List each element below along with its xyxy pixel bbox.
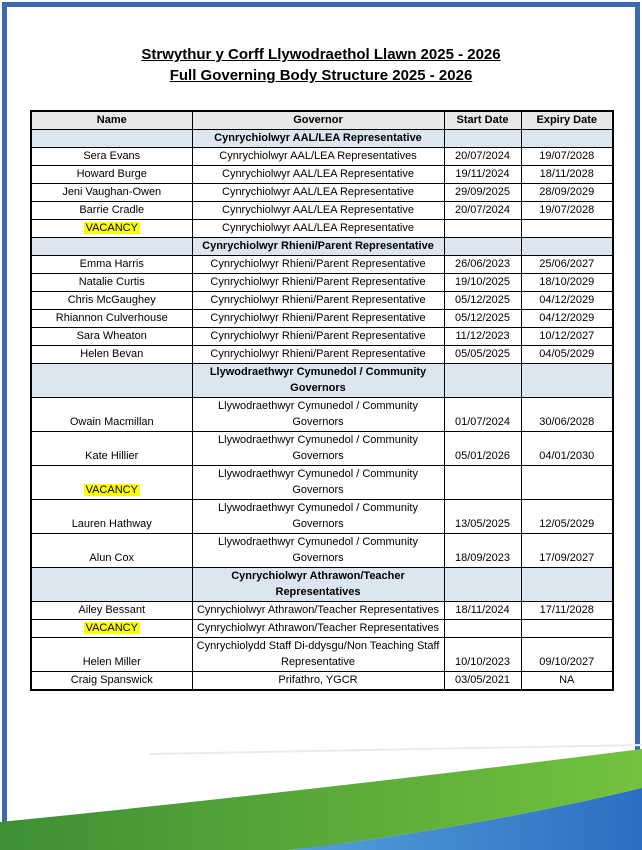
- start-date-cell: 01/07/2024: [444, 398, 521, 432]
- governor-cell: Cynrychiolwyr Rhieni/Parent Representative: [192, 256, 444, 274]
- member-row: [31, 432, 613, 466]
- start-date-cell: 20/07/2024: [444, 202, 521, 220]
- page-title: [0, 44, 642, 86]
- member-row: [31, 292, 613, 310]
- header-expiry-date: Expiry Date: [521, 111, 613, 130]
- start-date-cell: 18/09/2023: [444, 534, 521, 568]
- name-cell: Sera Evans: [31, 148, 192, 166]
- expiry-date-cell: 12/05/2029: [521, 500, 613, 534]
- expiry-date-cell: 19/07/2028: [521, 202, 613, 220]
- governor-cell: Cynrychiolydd Staff Di-ddysgu/Non Teaching Staff Representative: [192, 638, 444, 672]
- expiry-date-cell: 04/12/2029: [521, 292, 613, 310]
- governor-cell: Cynrychiolwyr AAL/LEA Representatives: [192, 148, 444, 166]
- expiry-date-cell: 09/10/2027: [521, 638, 613, 672]
- expiry-date-cell: [521, 130, 613, 148]
- governor-cell: Llywodraethwyr Cymunedol / Community Governors: [192, 398, 444, 432]
- expiry-date-cell: 30/06/2028: [521, 398, 613, 432]
- expiry-date-cell: 04/12/2029: [521, 310, 613, 328]
- name-cell: [31, 130, 192, 148]
- name-cell: Chris McGaughey: [31, 292, 192, 310]
- start-date-cell: 26/06/2023: [444, 256, 521, 274]
- name-cell: Sara Wheaton: [31, 328, 192, 346]
- name-cell: [31, 220, 192, 238]
- member-row: [31, 148, 613, 166]
- member-row: [31, 534, 613, 568]
- member-row: [31, 328, 613, 346]
- name-cell: [31, 620, 192, 638]
- start-date-cell: 11/12/2023: [444, 328, 521, 346]
- section-row: [31, 364, 613, 398]
- expiry-date-cell: 17/09/2027: [521, 534, 613, 568]
- member-row: [31, 602, 613, 620]
- governor-cell: Llywodraethwyr Cymunedol / Community Governors: [192, 500, 444, 534]
- start-date-cell: 20/07/2024: [444, 148, 521, 166]
- governor-cell: Llywodraethwyr Cymunedol / Community Governors: [192, 432, 444, 466]
- governor-cell: Cynrychiolwyr Rhieni/Parent Representative: [192, 310, 444, 328]
- governor-cell: Cynrychiolwyr Athrawon/Teacher Representatives: [192, 602, 444, 620]
- governor-cell: Cynrychiolwyr Athrawon/Teacher Representatives: [192, 568, 444, 602]
- governor-cell: Cynrychiolwyr Rhieni/Parent Representative: [192, 346, 444, 364]
- title-english: Full Governing Body Structure 2025 - 2026: [169, 67, 473, 84]
- expiry-date-cell: 10/12/2027: [521, 328, 613, 346]
- start-date-cell: 13/05/2025: [444, 500, 521, 534]
- member-row: [31, 256, 613, 274]
- member-row: [31, 466, 613, 500]
- header-governor: Governor: [192, 111, 444, 130]
- section-row: [31, 238, 613, 256]
- start-date-cell: 19/11/2024: [444, 166, 521, 184]
- section-row: [31, 568, 613, 602]
- governor-cell: Cynrychiolwyr Rhieni/Parent Representative: [192, 274, 444, 292]
- name-cell: Craig Spanswick: [31, 672, 192, 691]
- header-start-date: Start Date: [444, 111, 521, 130]
- name-cell: Jeni Vaughan-Owen: [31, 184, 192, 202]
- governor-cell: Cynrychiolwyr Rhieni/Parent Representative: [192, 292, 444, 310]
- governor-cell: Cynrychiolwyr AAL/LEA Representative: [192, 184, 444, 202]
- member-row: [31, 310, 613, 328]
- name-cell: [31, 238, 192, 256]
- section-row: [31, 130, 613, 148]
- header-name: Name: [31, 111, 192, 130]
- name-cell: Rhiannon Culverhouse: [31, 310, 192, 328]
- start-date-cell: 19/10/2025: [444, 274, 521, 292]
- member-row: [31, 184, 613, 202]
- expiry-date-cell: 04/05/2029: [521, 346, 613, 364]
- name-cell: Barrie Cradle: [31, 202, 192, 220]
- governor-cell: Llywodraethwyr Cymunedol / Community Governors: [192, 534, 444, 568]
- name-cell: Emma Harris: [31, 256, 192, 274]
- member-row: [31, 638, 613, 672]
- expiry-date-cell: 18/11/2028: [521, 166, 613, 184]
- expiry-date-cell: 18/10/2029: [521, 274, 613, 292]
- expiry-date-cell: [521, 568, 613, 602]
- table-body: [31, 130, 613, 691]
- name-cell: Ailey Bessant: [31, 602, 192, 620]
- governor-cell: Prifathro, YGCR: [192, 672, 444, 691]
- start-date-cell: [444, 620, 521, 638]
- member-row: [31, 202, 613, 220]
- title-welsh: Strwythur y Corff Llywodraethol Llawn 2025 - 2026: [141, 46, 501, 63]
- expiry-date-cell: [521, 238, 613, 256]
- start-date-cell: [444, 568, 521, 602]
- start-date-cell: 05/05/2025: [444, 346, 521, 364]
- name-cell: Kate Hillier: [31, 432, 192, 466]
- vacancy-highlight: VACANCY: [85, 484, 138, 496]
- governor-cell: Llywodraethwyr Cymunedol / Community Governors: [192, 364, 444, 398]
- name-cell: Natalie Curtis: [31, 274, 192, 292]
- name-cell: Alun Cox: [31, 534, 192, 568]
- expiry-date-cell: 04/01/2030: [521, 432, 613, 466]
- governor-cell: Llywodraethwyr Cymunedol / Community Governors: [192, 466, 444, 500]
- expiry-date-cell: 19/07/2028: [521, 148, 613, 166]
- governor-cell: Cynrychiolwyr Athrawon/Teacher Representatives: [192, 620, 444, 638]
- start-date-cell: 03/05/2021: [444, 672, 521, 691]
- member-row: [31, 220, 613, 238]
- footer-swoosh: [0, 725, 642, 850]
- start-date-cell: [444, 130, 521, 148]
- start-date-cell: 05/01/2026: [444, 432, 521, 466]
- expiry-date-cell: [521, 220, 613, 238]
- name-cell: Lauren Hathway: [31, 500, 192, 534]
- name-cell: Howard Burge: [31, 166, 192, 184]
- member-row: [31, 274, 613, 292]
- start-date-cell: [444, 466, 521, 500]
- start-date-cell: 18/11/2024: [444, 602, 521, 620]
- expiry-date-cell: 17/11/2028: [521, 602, 613, 620]
- governor-cell: Cynrychiolwyr AAL/LEA Representative: [192, 130, 444, 148]
- swoosh-shadow-line: [150, 745, 642, 754]
- name-cell: [31, 466, 192, 500]
- name-cell: [31, 364, 192, 398]
- start-date-cell: 10/10/2023: [444, 638, 521, 672]
- governing-body-table: [30, 110, 614, 691]
- governor-cell: Cynrychiolwyr Rhieni/Parent Representative: [192, 238, 444, 256]
- expiry-date-cell: 25/06/2027: [521, 256, 613, 274]
- expiry-date-cell: [521, 364, 613, 398]
- member-row: [31, 500, 613, 534]
- expiry-date-cell: [521, 620, 613, 638]
- member-row: [31, 346, 613, 364]
- member-row: [31, 620, 613, 638]
- governor-cell: Cynrychiolwyr AAL/LEA Representative: [192, 166, 444, 184]
- governor-cell: Cynrychiolwyr AAL/LEA Representative: [192, 220, 444, 238]
- name-cell: Helen Bevan: [31, 346, 192, 364]
- member-row: [31, 398, 613, 432]
- expiry-date-cell: NA: [521, 672, 613, 691]
- governor-cell: Cynrychiolwyr AAL/LEA Representative: [192, 202, 444, 220]
- name-cell: Owain Macmillan: [31, 398, 192, 432]
- member-row: [31, 166, 613, 184]
- table-header-row: [31, 111, 613, 130]
- name-cell: [31, 568, 192, 602]
- member-row: [31, 672, 613, 691]
- start-date-cell: [444, 364, 521, 398]
- vacancy-highlight: VACANCY: [85, 222, 138, 234]
- start-date-cell: 29/09/2025: [444, 184, 521, 202]
- expiry-date-cell: 28/09/2029: [521, 184, 613, 202]
- start-date-cell: 05/12/2025: [444, 292, 521, 310]
- vacancy-highlight: VACANCY: [85, 622, 138, 634]
- name-cell: Helen Miller: [31, 638, 192, 672]
- expiry-date-cell: [521, 466, 613, 500]
- start-date-cell: [444, 238, 521, 256]
- start-date-cell: 05/12/2025: [444, 310, 521, 328]
- governor-cell: Cynrychiolwyr Rhieni/Parent Representative: [192, 328, 444, 346]
- start-date-cell: [444, 220, 521, 238]
